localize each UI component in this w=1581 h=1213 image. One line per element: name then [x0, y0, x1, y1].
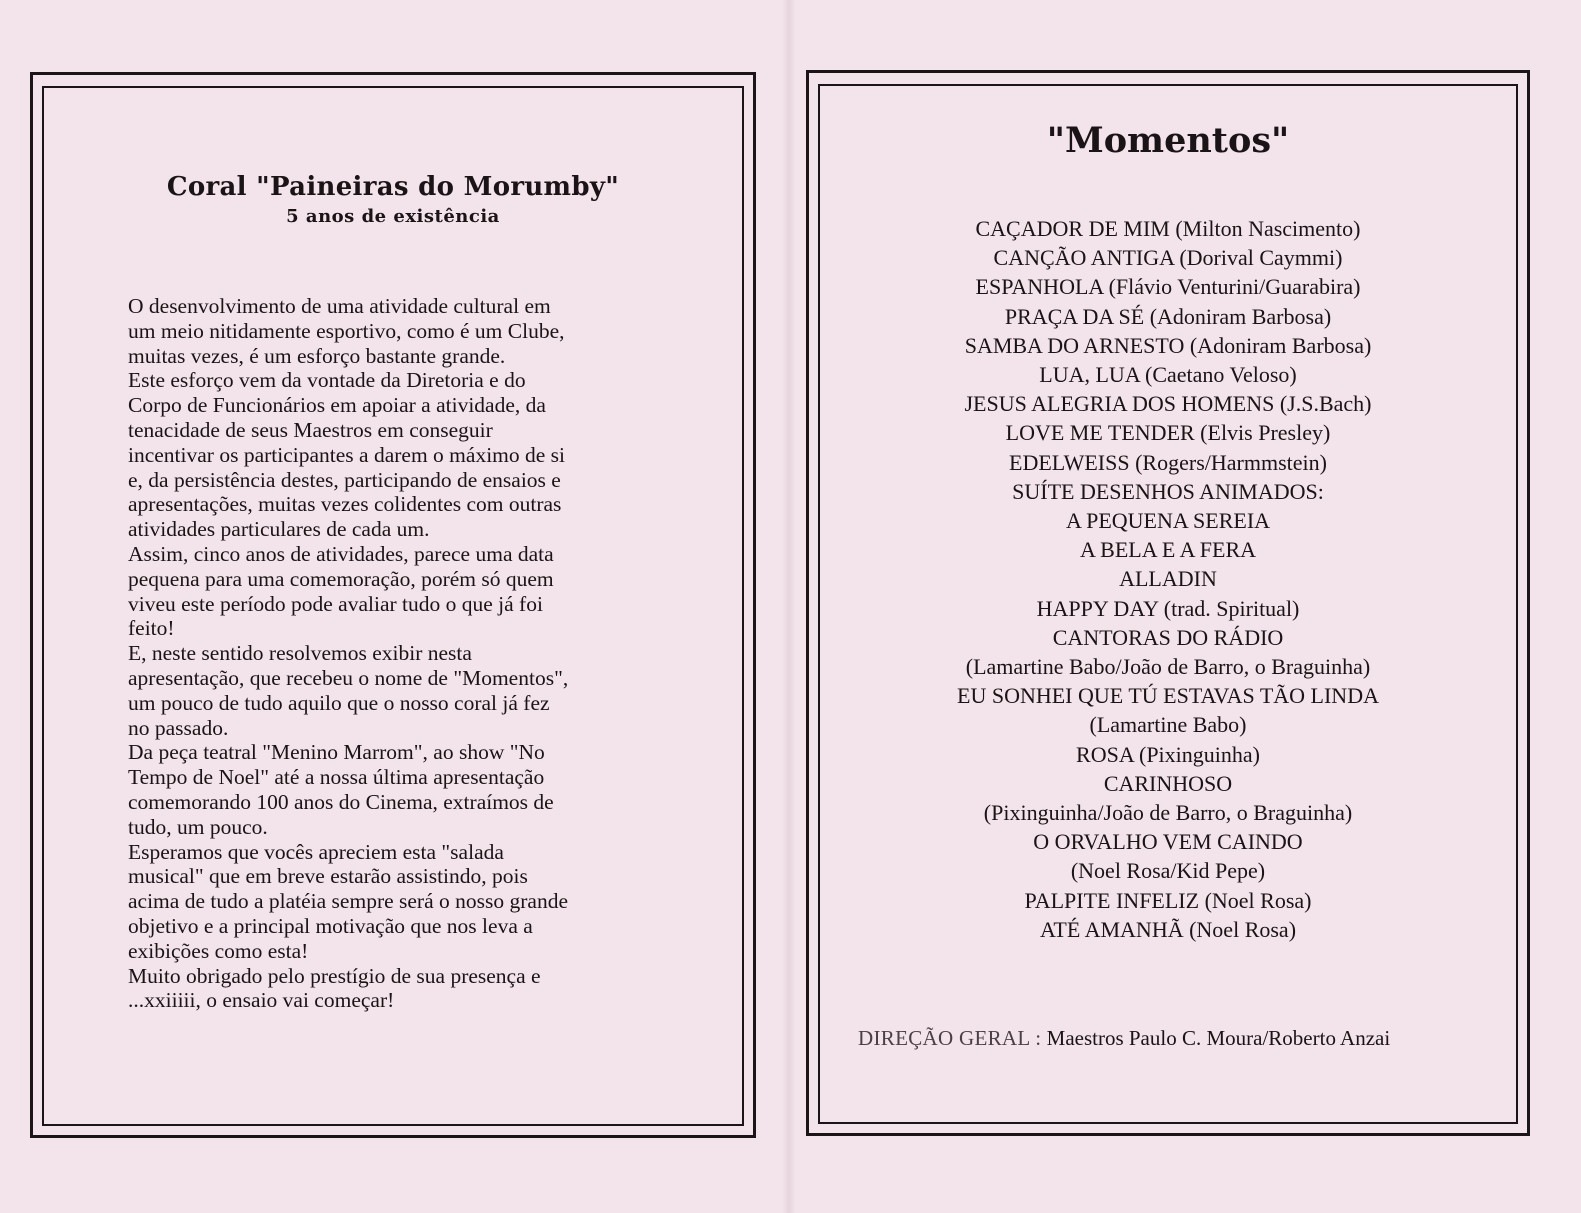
body-line: comemorando 100 anos do Cinema, extraímos de	[128, 789, 554, 814]
credit-label: DIREÇÃO GERAL :	[858, 1026, 1042, 1050]
body-line: Tempo de Noel" até a nossa última apresentação	[128, 765, 545, 790]
body-line: Este esforço vem da vontade da Diretoria e do	[128, 368, 526, 393]
body-line: tenacidade de seus Maestros em conseguir	[128, 417, 493, 442]
song-item: ATÉ AMANHÃ (Noel Rosa)	[1039, 916, 1297, 942]
body-line: um meio nitidamente esportivo, como é um Clube,	[128, 318, 565, 343]
spread-fold	[782, 0, 796, 1213]
body-line: e, da persistência destes, participando de ensaios e	[128, 467, 561, 492]
song-item: EU SONHEI QUE TÚ ESTAVAS TÃO LINDA	[957, 683, 1379, 709]
credit-names: Maestros Paulo C. Moura/Roberto Anzai	[1046, 1026, 1391, 1050]
song-item: O ORVALHO VEM CAINDO	[1033, 829, 1303, 855]
song-item: ESPANHOLA (Flávio Venturini/Guarabira)	[975, 274, 1361, 300]
body-line: E, neste sentido resolvemos exibir nesta	[128, 641, 472, 666]
body-line: Da peça teatral "Menino Marrom", ao show "No	[128, 740, 545, 765]
song-item: LUA, LUA (Caetano Veloso)	[1039, 362, 1297, 388]
song-item: CANÇÃO ANTIGA (Dorival Caymmi)	[993, 245, 1343, 271]
body-line: tudo, um pouco.	[128, 814, 268, 839]
song-item: ROSA (Pixinguinha)	[1076, 741, 1260, 767]
body-line: Muito obrigado pelo prestígio de sua presença e	[128, 963, 541, 988]
body-line: Assim, cinco anos de atividades, parece uma data	[128, 541, 554, 566]
song-item: (Pixinguinha/João de Barro, o Braguinha)	[983, 800, 1353, 826]
body-line: Corpo de Funcionários em apoiar a atividade, da	[128, 393, 546, 418]
body-line: musical" que em breve estarão assistindo, pois	[128, 864, 528, 889]
body-line: apresentações, muitas vezes colidentes com outras	[128, 492, 562, 517]
body-line: muitas vezes, é um esforço bastante grande.	[128, 343, 506, 368]
song-item: (Noel Rosa/Kid Pepe)	[1070, 858, 1266, 884]
body-line: ...xxiiiii, o ensaio vai começar!	[128, 988, 395, 1013]
song-item: EDELWEISS (Rogers/Harmmstein)	[1009, 449, 1327, 475]
body-line: incentivar os participantes a darem o máximo de si	[128, 442, 566, 467]
song-item: SAMBA DO ARNESTO (Adoniram Barbosa)	[964, 332, 1372, 358]
body-line: um pouco de tudo aquilo que o nosso coral já fez	[128, 690, 550, 715]
body-line: pequena para uma comemoração, porém só quem	[128, 566, 554, 591]
body-line: no passado.	[128, 715, 229, 740]
song-item: CANTORAS DO RÁDIO	[1052, 624, 1284, 650]
song-item: A PEQUENA SEREIA	[1065, 508, 1271, 534]
song-list	[818, 214, 1518, 944]
left-page-subtitle: 5 anos de existência	[286, 206, 500, 227]
song-item: A BELA E A FERA	[1079, 537, 1257, 563]
song-item: JESUS ALEGRIA DOS HOMENS (J.S.Bach)	[964, 391, 1372, 417]
right-page-title: "Momentos"	[1046, 120, 1290, 161]
left-page-title: Coral "Paineiras do Morumby"	[166, 172, 620, 202]
body-line: Esperamos que vocês apreciem esta "salada	[128, 839, 504, 864]
body-line: exibições como esta!	[128, 938, 309, 963]
direction-credit	[858, 1026, 1498, 1051]
body-line: feito!	[128, 616, 175, 641]
body-line: viveu este período pode avaliar tudo o que já foi	[128, 591, 543, 616]
body-line: atividades particulares de cada um.	[128, 517, 430, 542]
body-line: objetivo e a principal motivação que nos leva a	[128, 913, 533, 938]
body-line: O desenvolvimento de uma atividade cultural em	[128, 294, 551, 318]
song-item: PRAÇA DA SÉ (Adoniram Barbosa)	[1004, 303, 1332, 329]
body-line: acima de tudo a platéia sempre será o nosso grande	[128, 889, 568, 914]
song-item: (Lamartine Babo/João de Barro, o Braguinha)	[965, 654, 1371, 680]
song-item: CARINHOSO	[1103, 770, 1233, 796]
song-item: CAÇADOR DE MIM (Milton Nascimento)	[975, 216, 1361, 241]
song-item: SUÍTE DESENHOS ANIMADOS:	[1012, 478, 1324, 504]
song-item: PALPITE INFELIZ (Noel Rosa)	[1024, 887, 1312, 913]
song-item: HAPPY DAY (trad. Spiritual)	[1036, 595, 1300, 621]
body-line: apresentação, que recebeu o nome de "Momentos",	[128, 665, 569, 690]
song-item: (Lamartine Babo)	[1089, 712, 1247, 738]
song-item: ALLADIN	[1119, 566, 1217, 592]
song-item: LOVE ME TENDER (Elvis Presley)	[1005, 420, 1331, 446]
left-page-body	[128, 294, 688, 1013]
